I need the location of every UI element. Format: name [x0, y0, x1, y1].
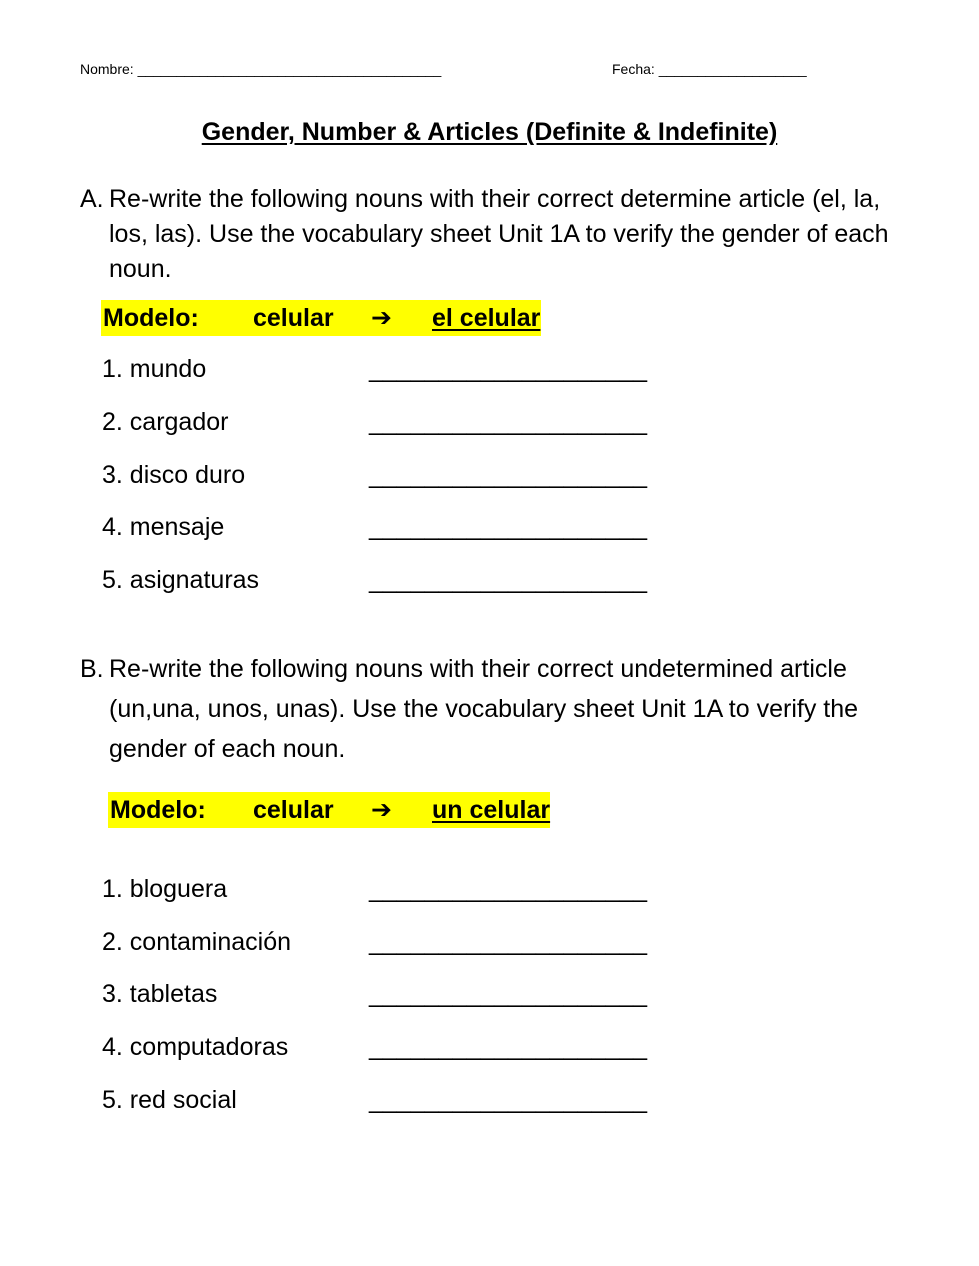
section-a-text: Re-write the following nouns with their correct determine article (el, la, los, las). Use the vocabulary sheet Unit 1A to verify the gender of each noun.	[109, 185, 889, 283]
arrow-icon: ➔	[371, 796, 392, 824]
answer-blank[interactable]: ____________________	[369, 980, 648, 1008]
list-item: 2. contaminación	[102, 928, 292, 956]
name-field[interactable]	[80, 61, 441, 77]
page-title-text: Gender, Number & Articles (Definite & Indefinite)	[201, 118, 778, 146]
section-a-instructions	[0, 182, 979, 292]
section-a-marker: A.	[80, 185, 104, 213]
answer-blank[interactable]: ____________________	[369, 513, 648, 541]
list-item: 1. mundo	[102, 355, 207, 383]
section-b-marker: B.	[80, 655, 104, 683]
answer-blank[interactable]: ____________________	[369, 355, 648, 383]
answer-blank[interactable]: ____________________	[369, 566, 648, 594]
answer-blank[interactable]: ____________________	[369, 928, 648, 956]
answer-blank[interactable]: ____________________	[369, 461, 648, 489]
answer-blank[interactable]: ____________________	[369, 1033, 648, 1061]
answer-blank[interactable]: ____________________	[369, 1086, 648, 1114]
list-item: 2. cargador	[102, 408, 229, 436]
page-title	[0, 118, 979, 147]
model-label: Modelo:	[103, 304, 199, 332]
arrow-icon: ➔	[371, 304, 392, 332]
list-item: 4. computadoras	[102, 1033, 289, 1061]
answer-blank[interactable]: ____________________	[369, 875, 648, 903]
list-item: 3. tabletas	[102, 980, 218, 1008]
name-label: Nombre:	[80, 61, 134, 77]
model-answer: el celular	[432, 304, 541, 332]
date-label: Fecha:	[612, 61, 655, 77]
date-field[interactable]	[612, 61, 807, 77]
model-word: celular	[253, 796, 334, 824]
section-a-model	[101, 300, 541, 336]
list-item: 5. red social	[102, 1086, 237, 1114]
section-b-instructions	[0, 649, 979, 774]
section-b-model	[108, 792, 550, 828]
model-answer: un celular	[432, 796, 551, 824]
list-item: 4. mensaje	[102, 513, 225, 541]
section-b-text: Re-write the following nouns with their correct undetermined article (un,una, unos, unas). Use the vocabulary sheet Unit 1A to verify the gender of each noun.	[109, 655, 859, 763]
name-line[interactable]: _______________________________________	[137, 61, 442, 77]
list-item: 5. asignaturas	[102, 566, 260, 594]
date-line[interactable]: ___________________	[658, 61, 807, 77]
list-item: 1. bloguera	[102, 875, 228, 903]
model-label: Modelo:	[110, 796, 206, 824]
answer-blank[interactable]: ____________________	[369, 408, 648, 436]
list-item: 3. disco duro	[102, 461, 246, 489]
model-word: celular	[253, 304, 334, 332]
